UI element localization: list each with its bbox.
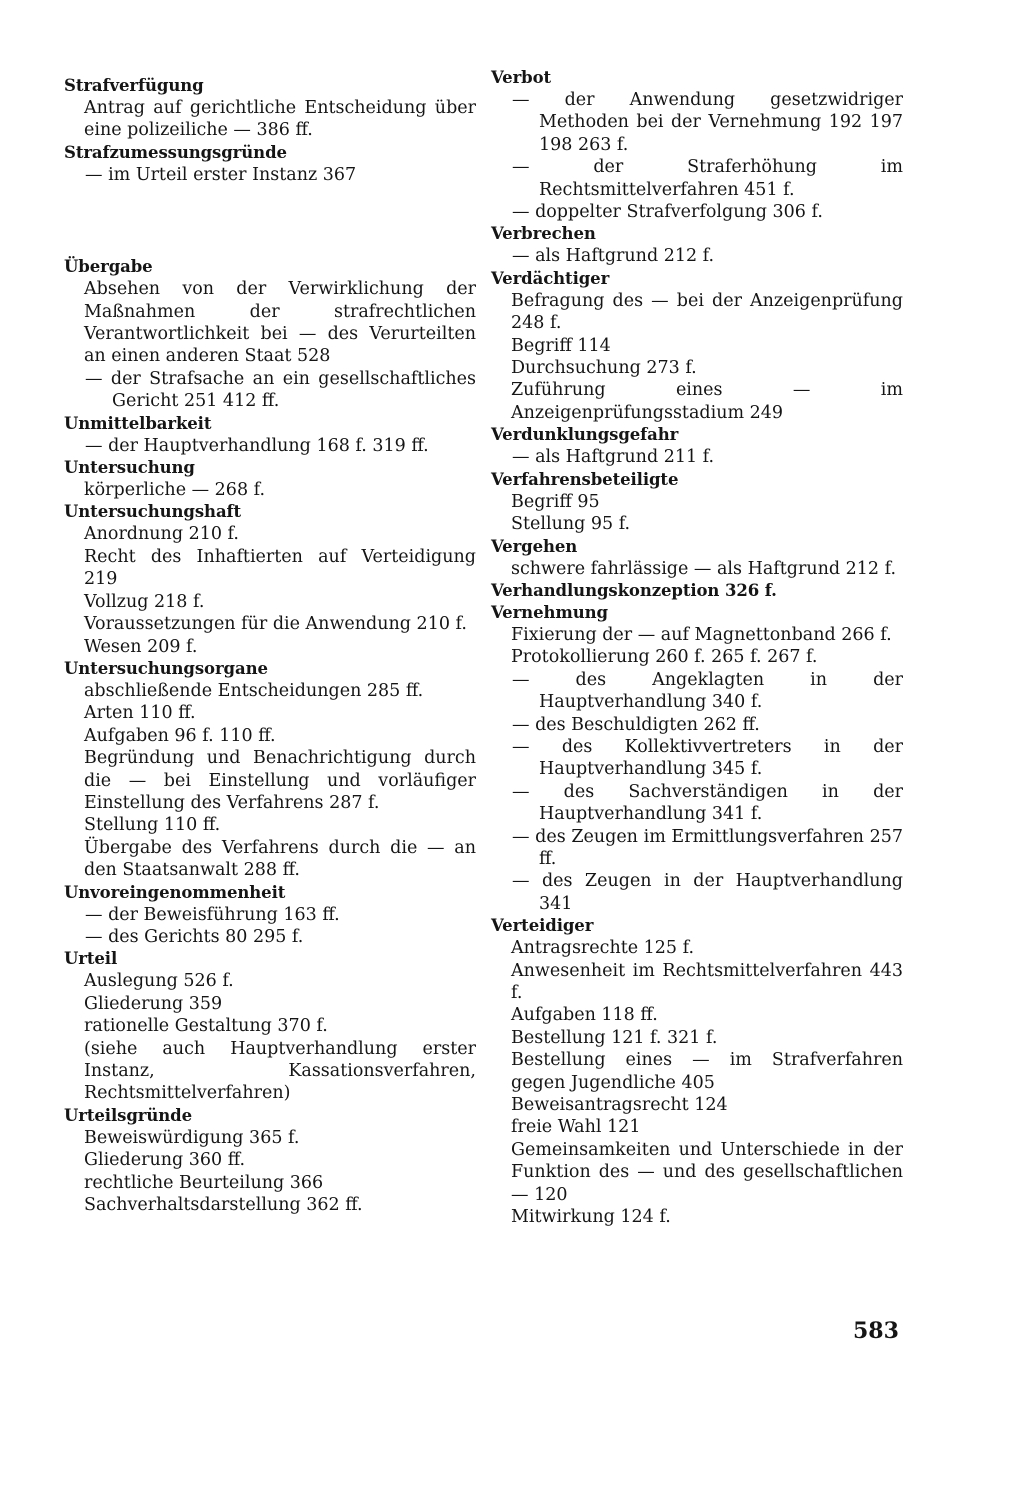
index-term: Verfahrensbeteiligte — [491, 469, 679, 489]
index-entry — [491, 602, 903, 915]
index-subentry: Beweiswürdigung 365 f. — [84, 1127, 300, 1148]
index-term: Unmittelbarkeit — [64, 413, 212, 433]
index-entry — [491, 580, 903, 602]
index-subentry: — der Beweisführung 163 ff. — [85, 904, 340, 925]
index-subentry: Stellung 95 f. — [511, 514, 631, 535]
right-column — [491, 67, 903, 1228]
index-entry — [491, 67, 903, 223]
index-subentry: Durchsuchung 273 f. — [511, 358, 697, 379]
index-term: Verdunklungsgefahr — [491, 425, 679, 445]
index-subentry: Antragsrechte 125 f. — [511, 938, 695, 959]
index-subentry: — des Beschuldigten 262 ff. — [512, 714, 760, 735]
index-term: Unvoreingenommenheit — [64, 882, 286, 902]
index-subentry: — doppelter Strafverfolgung 306 f. — [512, 202, 823, 223]
index-subentry: Befragung des — bei der Anzeigenprüfung 248 f. — [511, 290, 903, 334]
index-entry — [64, 142, 476, 186]
index-term: Verteidiger — [491, 916, 594, 936]
index-subentry: freie Wahl 121 — [511, 1117, 641, 1138]
index-subentry: Auslegung 526 f. — [84, 971, 234, 992]
index-entry — [64, 1105, 476, 1217]
index-entry — [64, 256, 476, 412]
index-subentry: Recht des Inhaftierten auf Verteidigung 219 — [84, 546, 476, 590]
index-term: Vergehen — [491, 536, 578, 556]
index-subentry: Zuführung eines — im Anzeigenprüfungsstadium 249 — [511, 380, 903, 423]
index-subentry: Aufgaben 118 ff. — [511, 1005, 658, 1026]
index-term: Untersuchungsorgane — [64, 658, 268, 678]
index-entry — [64, 457, 476, 501]
index-subentry: (siehe auch Hauptverhandlung erster Instanz, Kassationsverfahren, Rechtsmittelverfahren) — [84, 1038, 476, 1104]
index-entry — [64, 413, 476, 457]
index-subentry: — im Urteil erster Instanz 367 — [85, 164, 357, 185]
index-subentry: Übergabe des Verfahrens durch die — an den Staatsanwalt 288 ff. — [84, 837, 476, 881]
index-term: Verbrechen — [491, 224, 596, 244]
index-subentry: Mitwirkung 124 f. — [511, 1207, 671, 1228]
index-subentry: Begründung und Benachrichtigung durch die — bei Einstellung und vorläufiger Einstellung des Verfahrens 287 f. — [84, 748, 476, 813]
index-subentry: Arten 110 ff. — [84, 703, 196, 724]
index-subentry: Anwesenheit im Rechtsmittelverfahren 443 f. — [511, 960, 903, 1003]
index-subentry: — des Kollektivvertreters in der Hauptverhandlung 345 f. — [512, 736, 903, 780]
index-term: Verdächtiger — [491, 268, 610, 288]
index-entry — [64, 75, 476, 142]
index-subentry: Stellung 110 ff. — [84, 815, 221, 836]
index-subentry: Beweisantragsrecht 124 — [511, 1095, 728, 1116]
index-entry — [491, 915, 903, 1228]
index-entry — [491, 223, 903, 267]
index-subentry: Protokollierung 260 f. 265 f. 267 f. — [511, 647, 818, 668]
index-subentry: — der Strafsache an ein gesellschaftliches Gericht 251 412 ff. — [85, 368, 476, 412]
index-subentry: Bestellung eines — im Strafverfahren gegen Jugendliche 405 — [511, 1050, 903, 1093]
index-subentry: schwere fahrlässige — als Haftgrund 212 f. — [511, 558, 897, 579]
index-term: Übergabe — [64, 257, 153, 277]
index-entry — [491, 424, 903, 468]
index-subentry: Begriff 95 — [511, 491, 600, 512]
index-subentry: — des Sachverständigen in der Hauptverhandlung 341 f. — [512, 781, 903, 825]
index-entry — [491, 469, 903, 536]
index-subentry: — als Haftgrund 212 f. — [512, 246, 715, 267]
index-term: Verhandlungskonzeption 326 f. — [491, 580, 777, 600]
index-subentry: — der Straferhöhung im Rechtsmittelverfahren 451 f. — [512, 157, 903, 200]
index-subentry: Gliederung 360 ff. — [84, 1150, 246, 1171]
index-entry — [64, 501, 476, 657]
index-subentry: — der Anwendung gesetzwidriger Methoden bei der Vernehmung 192 197 198 263 f. — [512, 90, 903, 155]
index-subentry: Fixierung der — auf Magnettonband 266 f. — [511, 624, 892, 645]
section-gap — [64, 186, 476, 256]
index-subentry: — des Gerichts 80 295 f. — [85, 926, 304, 947]
left-column — [64, 75, 476, 1216]
index-entry — [491, 536, 903, 580]
index-subentry: Voraussetzungen für die Anwendung 210 f. — [84, 614, 467, 635]
index-subentry: Vollzug 218 f. — [84, 591, 205, 612]
index-entry — [64, 658, 476, 882]
index-subentry: Bestellung 121 f. 321 f. — [511, 1027, 718, 1048]
index-term: Verbot — [491, 68, 552, 87]
index-subentry: rationelle Gestaltung 370 f. — [84, 1016, 328, 1037]
index-term: Urteilsgründe — [64, 1105, 192, 1125]
index-subentry: körperliche — 268 f. — [84, 480, 266, 501]
index-subentry: Aufgaben 96 f. 110 ff. — [84, 725, 276, 746]
index-subentry: rechtliche Beurteilung 366 — [84, 1172, 324, 1193]
index-term: Vernehmung — [491, 602, 608, 622]
index-subentry: — als Haftgrund 211 f. — [512, 447, 715, 468]
index-subentry: — des Zeugen im Ermittlungsverfahren 257 ff. — [512, 826, 903, 869]
index-subentry: Antrag auf gerichtliche Entscheidung über eine polizeiliche — 386 ff. — [84, 98, 476, 141]
index-subentry: Begriff 114 — [511, 335, 611, 356]
index-subentry: Wesen 209 f. — [84, 636, 198, 657]
index-term: Strafverfügung — [64, 76, 204, 95]
index-subentry: Sachverhaltsdarstellung 362 ff. — [84, 1195, 363, 1216]
index-term: Strafzumessungsgründe — [64, 142, 287, 162]
page-number: 583 — [853, 1318, 899, 1344]
index-subentry: Gemeinsamkeiten und Unterschiede in der Funktion des — und des gesellschaftlichen — 120 — [511, 1139, 903, 1205]
index-term: Untersuchungshaft — [64, 502, 242, 522]
index-subentry: Gliederung 359 — [84, 993, 223, 1014]
index-subentry: abschließende Entscheidungen 285 ff. — [84, 680, 424, 701]
index-subentry: — des Angeklagten in der Hauptverhandlung 340 f. — [512, 669, 903, 713]
index-term: Urteil — [64, 949, 118, 969]
index-subentry: — der Hauptverhandlung 168 f. 319 ff. — [85, 435, 429, 456]
index-subentry: — des Zeugen in der Hauptverhandlung 341 — [512, 871, 903, 914]
index-subentry: Anordnung 210 f. — [84, 524, 239, 545]
index-entry — [64, 882, 476, 949]
index-subentry: Absehen von der Verwirklichung der Maßnahmen der strafrechtlichen Verantwortlichkeit bei — des Verurteilten an einen anderen Staat 528 — [84, 279, 476, 367]
index-term: Untersuchung — [64, 458, 195, 478]
index-entry — [64, 948, 476, 1104]
index-entry — [491, 268, 903, 424]
